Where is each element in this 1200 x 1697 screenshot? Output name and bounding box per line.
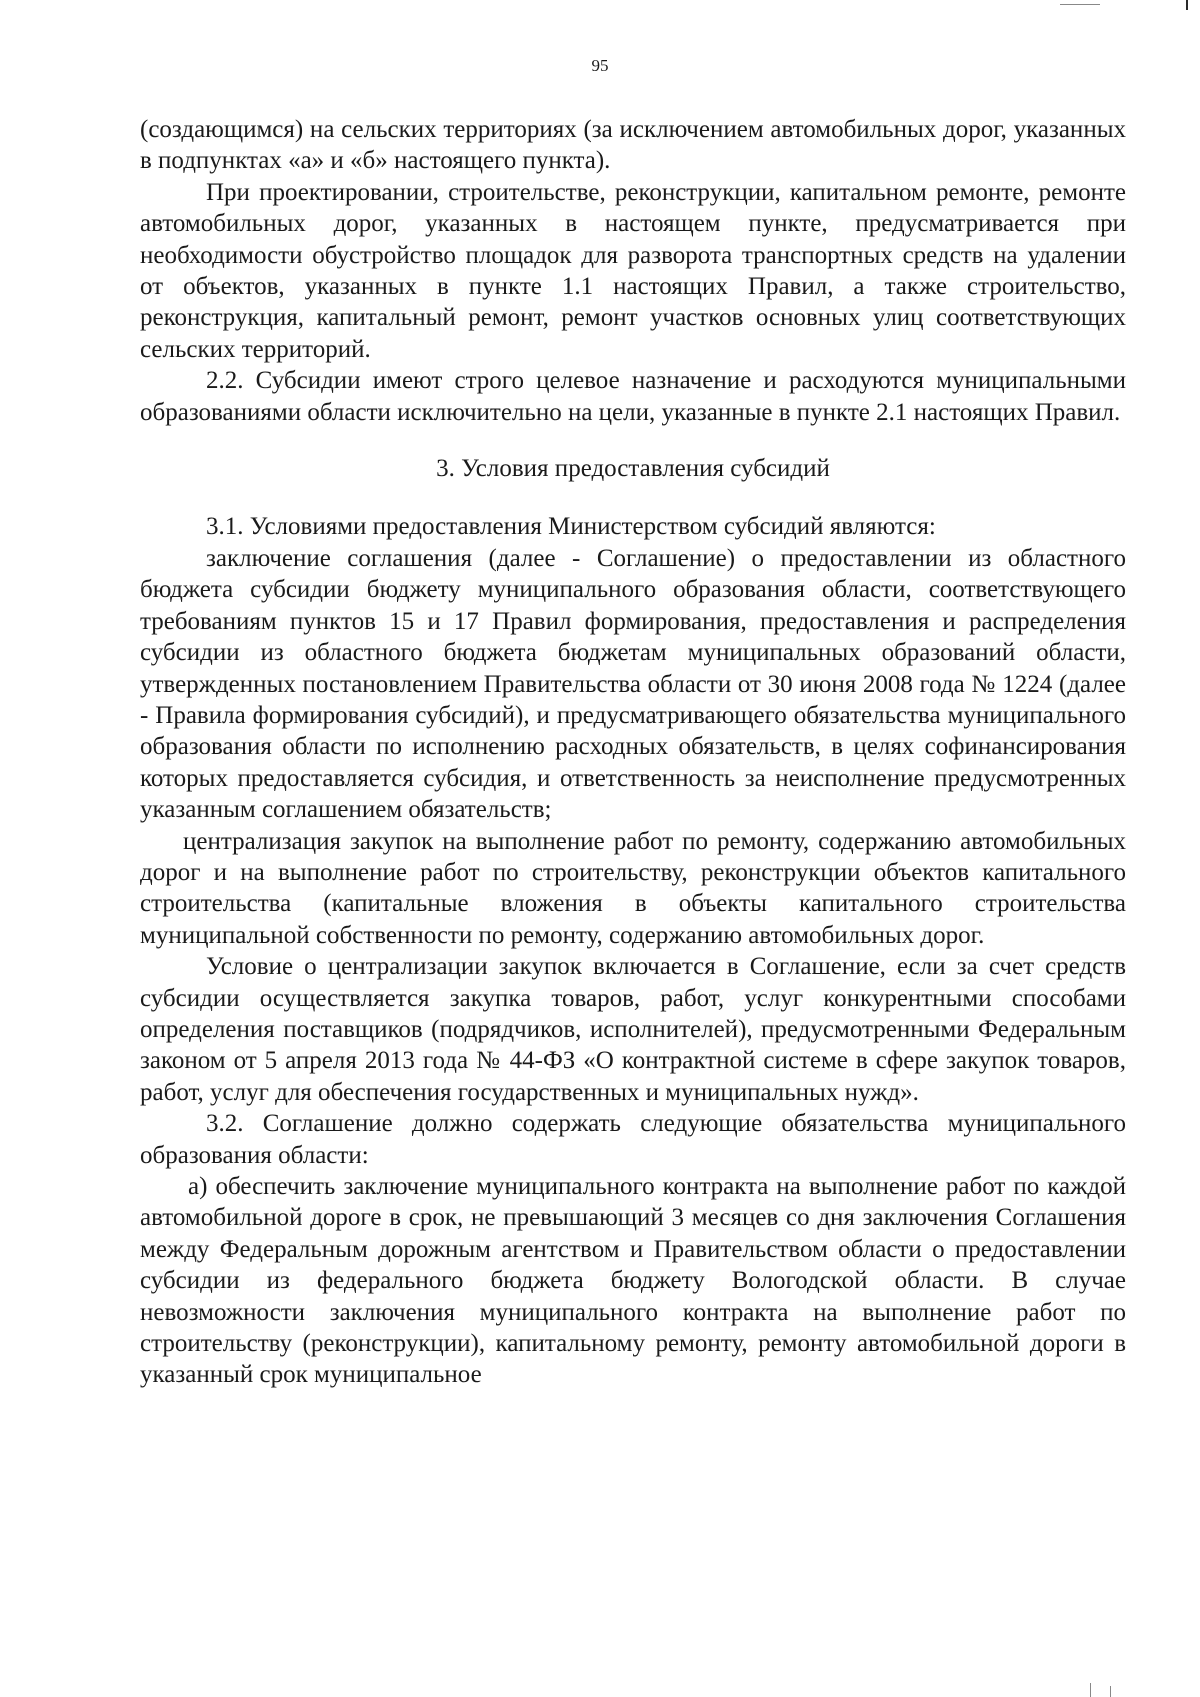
scan-mark-top-right — [1186, 0, 1188, 10]
scan-mark-bottom-right — [1090, 1683, 1091, 1697]
scan-mark-bottom-right-2 — [1110, 1686, 1111, 1697]
paragraph-centralization: централизация закупок на выполнение работ по ремонту, содержанию автомобильных дорог и на выполнение работ по строительству, реконструкции объектов капитального строительства (капитальные вложения в объекты капитального строительства муниципальной собственности по ремонту, содержанию автомобильных дорог. — [140, 827, 1126, 949]
paragraph-design: При проектировании, строительстве, реконструкции, капитальном ремонте, ремонте автомобильных дорог, указанных в настоящем пункте, предусматривается при необходимости обустройство площадок для разворота транспортных средств на удалении от объектов, указанных в пункте 1.1 настоящих Правил, а также строительство, реконструкция, капитальный ремонт, ремонт участков основных улиц соответствующих сельских территорий. — [140, 178, 1126, 363]
paragraph-centralization-condition: Условие о централизации закупок включается в Соглашение, если за счет средств субсидии осуществляется закупка товаров, работ, услуг конкурентными способами определения поставщиков (подрядчиков, исполнителей), предусмотренными Федеральным законом от 5 апреля 2013 года № 44-ФЗ «О контрактной системе в сфере закупок товаров, работ, услуг для обеспечения государственных и муниципальных нужд». — [140, 953, 1126, 1106]
scan-mark-top-right-dash — [1060, 4, 1100, 5]
document-body — [140, 114, 1126, 1391]
paragraph-3-2: 3.2. Соглашение должно содержать следующие обязательства муниципального образования области: — [140, 1110, 1126, 1169]
page-number: 95 — [591, 56, 609, 75]
paragraph-2-2: 2.2. Субсидии имеют строго целевое назначение и расходуются муниципальными образованиями области исключительно на цели, указанные в пункте 2.1 настоящих Правил. — [140, 367, 1126, 426]
paragraph-agreement: заключение соглашения (далее - Соглашение) о предоставлении из областного бюджета субсидии бюджету муниципального образования области, соответствующего требованиям пунктов 15 и 17 Правил формирования, предоставления и распределения субсидии из областного бюджета бюджетам муниципальных образований области, утвержденных постановлением Правительства области от 30 июня 2008 года № 1224 (далее - Правила формирования субсидий), и предусматривающего обязательства муниципального образования области по исполнению расходных обязательств, в целях софинансирования которых предоставляется субсидия, и ответственность за неисполнение предусмотренных указанным соглашением обязательств; — [140, 544, 1126, 824]
paragraph-continuation: (создающимся) на сельских территориях (за исключением автомобильных дорог, указанных в подпунктах «а» и «б» настоящего пункта). — [140, 116, 1126, 175]
section-heading: 3. Условия предоставления субсидий — [436, 455, 830, 483]
paragraph-obligation-a: а) обеспечить заключение муниципального контракта на выполнение работ по каждой автомобильной дороге в срок, не превышающий 3 месяцев со дня заключения Соглашения между Федеральным дорожным агентством и Правительством области о предоставлении субсидии из федерального бюджета бюджету Вологодской области. В случае невозможности заключения муниципального контракта на выполнение работ по строительству (реконструкции), капитальному ремонту, ремонту автомобильной дороги в указанный срок муниципальное — [140, 1173, 1126, 1389]
paragraph-3-1: 3.1. Условиями предоставления Министерством субсидий являются: — [206, 513, 936, 541]
